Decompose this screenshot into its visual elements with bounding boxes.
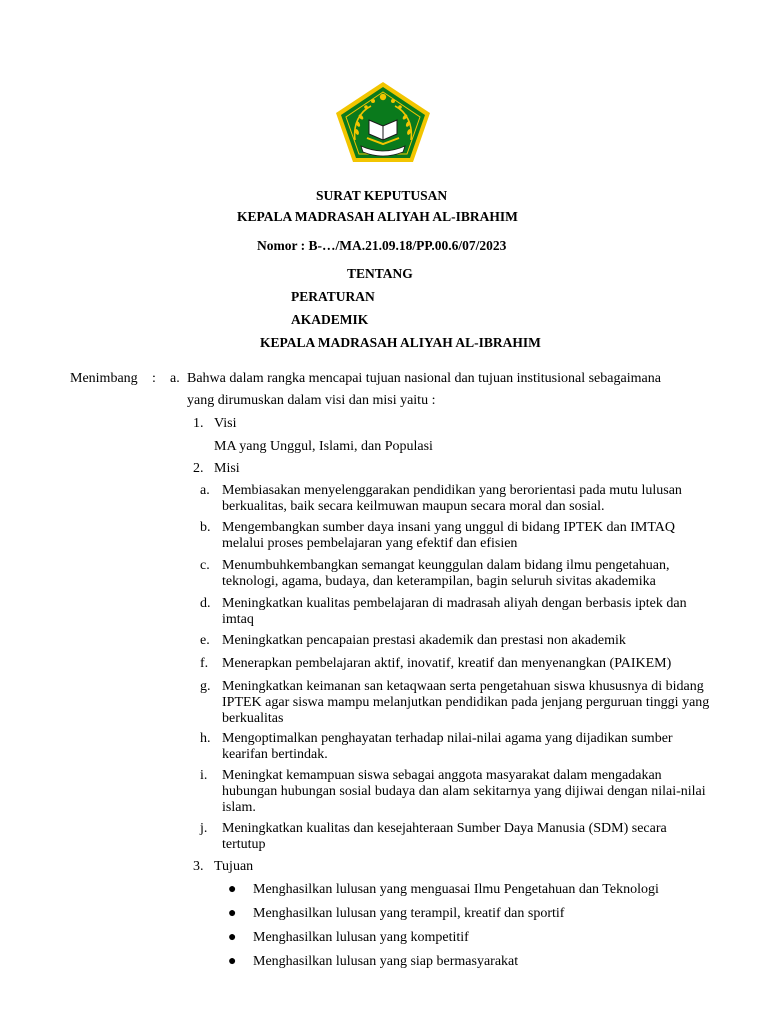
- misi-item: [200, 558, 710, 590]
- topic-line-2: AKADEMIK: [291, 312, 369, 327]
- menimbang-label: Menimbang: [70, 371, 138, 386]
- kemenag-logo: [333, 80, 433, 164]
- document-subtitle: KEPALA MADRASAH ALIYAH AL-IBRAHIM: [237, 209, 518, 224]
- misi-item-marker: e.: [200, 633, 210, 648]
- tujuan-item-text: Menghasilkan lulusan yang menguasai Ilmu Pengetahuan dan Teknologi: [253, 882, 659, 897]
- misi-item-text: Meningkatkan kualitas pembelajaran di madrasah aliyah dengan berbasis iptek dan imtaq: [222, 596, 687, 627]
- misi-item: [200, 821, 710, 853]
- misi-item: [200, 483, 710, 515]
- tujuan-marker: 3.: [193, 859, 204, 874]
- misi-item-marker: a.: [200, 483, 210, 498]
- misi-item-marker: j.: [200, 821, 208, 836]
- document-number: Nomor : B-…/MA.21.09.18/PP.00.6/07/2023: [257, 238, 507, 253]
- misi-item-marker: f.: [200, 656, 209, 671]
- visi-label: Visi: [214, 416, 237, 431]
- menimbang-intro-line1: Bahwa dalam rangka mencapai tujuan nasional dan tujuan institusional sebagaimana: [187, 371, 661, 386]
- topic-line-3: KEPALA MADRASAH ALIYAH AL-IBRAHIM: [260, 335, 541, 350]
- tujuan-item-text: Menghasilkan lulusan yang siap bermasyarakat: [253, 954, 519, 969]
- misi-item: [200, 656, 710, 672]
- tentang-heading: TENTANG: [347, 266, 413, 281]
- misi-item-text: Menerapkan pembelajaran aktif, inovatif, kreatif dan menyenangkan (PAIKEM): [222, 656, 672, 671]
- misi-item: [200, 633, 710, 649]
- bullet-icon: ●: [228, 954, 237, 969]
- misi-marker: 2.: [193, 461, 204, 476]
- misi-item: [200, 520, 710, 552]
- misi-item-marker: i.: [200, 768, 208, 783]
- menimbang-colon: :: [152, 371, 156, 386]
- misi-item-text: Mengembangkan sumber daya insani yang unggul di bidang IPTEK dan IMTAQ melalui proses pembelajaran yang efektif dan efisien: [222, 520, 676, 551]
- misi-item-text: Menumbuhkembangkan semangat keunggulan dalam bidang ilmu pengetahuan, teknologi, agama, budaya, dan keterampilan, bagin seluruh sivitas akademika: [222, 558, 670, 589]
- menimbang-intro-line2: yang dirumuskan dalam visi dan misi yaitu :: [187, 393, 436, 408]
- misi-item-marker: g.: [200, 679, 211, 694]
- topic-line-1: PERATURAN: [291, 289, 375, 304]
- bullet-icon: ●: [228, 930, 237, 945]
- misi-item: [200, 596, 710, 628]
- tujuan-item-text: Menghasilkan lulusan yang terampil, kreatif dan sportif: [253, 906, 565, 921]
- misi-item-text: Meningkatkan keimanan san ketaqwaan serta pengetahuan siswa khususnya di bidang IPTEK agar siswa mampu melanjutkan pendidikan pada jenjang perguruan tinggi yang berkualitas: [222, 679, 710, 726]
- misi-label: Misi: [214, 461, 240, 476]
- document-title: SURAT KEPUTUSAN: [316, 188, 448, 203]
- misi-item-text: Meningkatkan kualitas dan kesejahteraan Sumber Daya Manusia (SDM) secara tertutup: [222, 821, 667, 852]
- tujuan-item-text: Menghasilkan lulusan yang kompetitif: [253, 930, 469, 945]
- misi-item: [200, 731, 710, 763]
- misi-item-text: Meningkatkan pencapaian prestasi akademik dan prestasi non akademik: [222, 633, 626, 648]
- misi-item-text: Meningkat kemampuan siswa sebagai anggota masyarakat dalam mengadakan hubungan hubungan sosial budaya dan alam sekitarnya yang dijiwai dengan nilai-nilai islam.: [222, 768, 706, 815]
- tujuan-label: Tujuan: [214, 859, 254, 874]
- misi-item-marker: h.: [200, 731, 211, 746]
- misi-item: [200, 768, 710, 816]
- bullet-icon: ●: [228, 906, 237, 921]
- misi-item-text: Mengoptimalkan penghayatan terhadap nilai-nilai agama yang dijadikan sumber kearifan bertindak.: [222, 731, 673, 762]
- visi-marker: 1.: [193, 416, 204, 431]
- visi-text: MA yang Unggul, Islami, dan Populasi: [214, 439, 433, 454]
- misi-item-marker: b.: [200, 520, 211, 535]
- bullet-icon: ●: [228, 882, 237, 897]
- misi-item: [200, 679, 710, 727]
- misi-item-text: Membiasakan menyelenggarakan pendidikan yang berorientasi pada mutu lulusan berkualitas, baik secara keilmuwan maupun secara moral dan sosial.: [222, 483, 682, 514]
- misi-item-marker: c.: [200, 558, 210, 573]
- menimbang-marker: a.: [170, 371, 180, 386]
- misi-item-marker: d.: [200, 596, 211, 611]
